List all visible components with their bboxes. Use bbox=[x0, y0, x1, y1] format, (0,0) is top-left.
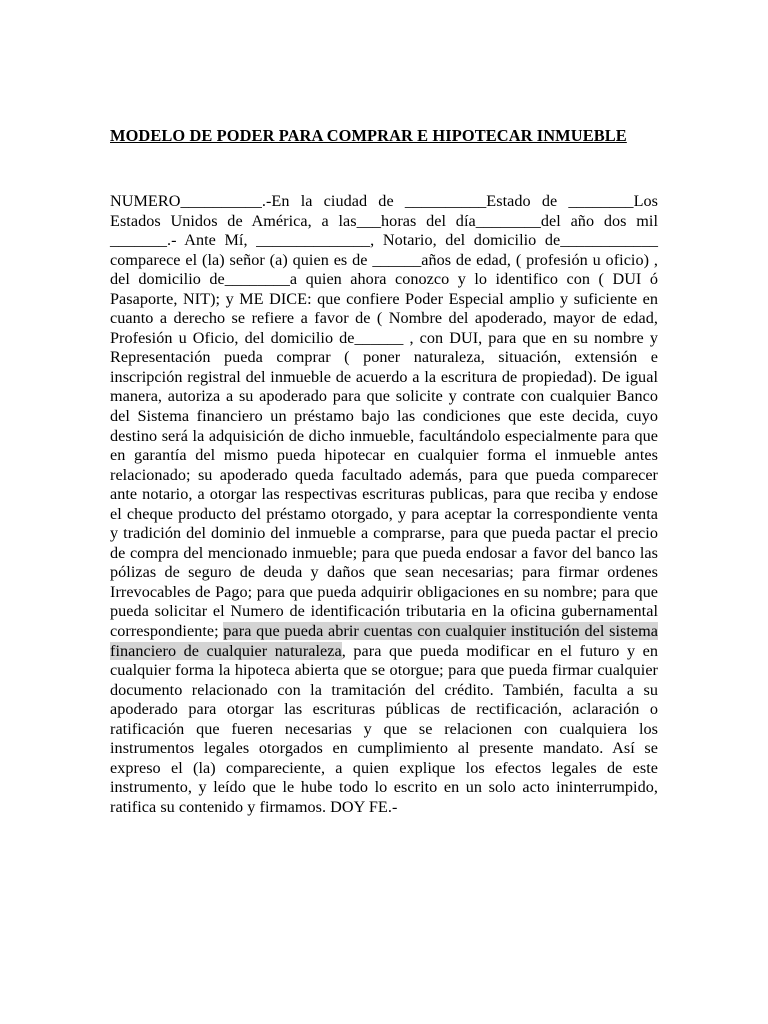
document-title: MODELO DE PODER PARA COMPRAR E HIPOTECAR INMUEBLE bbox=[110, 126, 627, 145]
document-content bbox=[110, 126, 658, 818]
body-text-after-highlight: , para que pueda modificar en el futuro y en cualquier forma la hipoteca abierta que se otorgue; para que pueda firmar cualquier documento relacionado con la tramitación del crédito. También, faculta a su apoderado para otorgar las escrituras públicas de rectificación, aclaración o ratificación que fueren necesarias y que se relacionen con cualquiera los instrumentos legales otorgados en cumplimiento al presente mandato. Así se expreso el (la) compareciente, a quien explique los efectos legales de este instrumento, y leído que le hube todo lo escrito en un solo acto ininterrumpido, ratifica su contenido y firmamos. DOY FE.- bbox=[110, 641, 658, 816]
document-body bbox=[110, 192, 658, 818]
body-text-before-highlight: NUMERO__________.-En la ciudad de __________Estado de ________Los Estados Unidos de América, a las___horas del día________del año dos mil _______.- Ante Mí, ______________, Notario, del domicilio de____________ comparece el (la) señor (a) quien es de ______años de edad, ( profesión u oficio) , del domicilio de________a quien ahora conozco y lo identifico con ( DUI ó Pasaporte, NIT); y ME DICE: que confiere Poder Especial amplio y suficiente en cuanto a derecho se refiere a favor de ( Nombre del apoderado, mayor de edad, Profesión u Oficio, del domicilio de______ , con DUI, para que en su nombre y Representación pueda comprar ( poner naturaleza, situación, extensión e inscripción registral del inmueble de acuerdo a la escritura de propiedad). De igual manera, autoriza a su apoderado para que solicite y contrate con cualquier Banco del Sistema financiero un préstamo bajo las condiciones que este decida, cuyo destino será la adquisición de dicho inmueble, facultándolo especialmente para que en garantía del mismo pueda hipotecar en cualquier forma el inmueble antes relacionado; su apoderado queda facultado además, para que pueda comparecer ante notario, a otorgar las respectivas escrituras publicas, para que reciba y endose el cheque producto del préstamo otorgado, y para aceptar la correspondiente venta y tradición del dominio del inmueble a comprarse, para que pueda pactar el precio de compra del mencionado inmueble; para que pueda endosar a favor del banco las pólizas de seguro de deuda y daños que sean necesarias; para firmar ordenes Irrevocables de Pago; para que pueda adquirir obligaciones en su nombre; para que pueda solicitar el Numero de identificación tributaria en la oficina gubernamental correspondiente; bbox=[110, 192, 658, 641]
highlighted-text[interactable]: para que pueda abrir cuentas con cualquier institución del sistema financiero de cualquier naturaleza bbox=[110, 622, 658, 660]
